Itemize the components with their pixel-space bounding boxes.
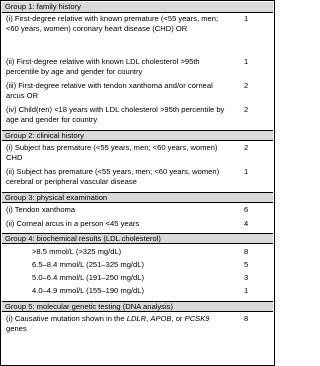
criterion-text: 5.0–6.4 mmol/L (191–250 mg/dL)	[32, 273, 145, 282]
criterion-text: 4.0–4.9 mmol/L (155–190 mg/dL)	[32, 286, 145, 295]
points-value: 2	[244, 81, 249, 90]
points-value: 5	[244, 260, 249, 269]
points-value: 6	[244, 205, 249, 214]
points-value: 1	[244, 57, 249, 66]
criterion-text: (iv) Child(ren) <18 years with LDL cholesterol >95th percentile by age and gender for country	[6, 105, 225, 124]
criterion-text: (i) Causative mutation shown in the LDLR, APOB, or PCSK9 genes	[6, 314, 210, 333]
group-header: Group 3: physical examination	[2, 192, 273, 203]
points-value: 3	[244, 273, 249, 282]
points-value: 1	[244, 14, 249, 23]
points-value: 1	[244, 286, 249, 295]
points-value: 2	[244, 105, 249, 114]
gene-name: APOB	[150, 314, 172, 323]
group-header: Group 1: family history	[2, 2, 273, 13]
criterion-text: (ii) First-degree relative with known LDL cholesterol >95th percentile by age and gender for country	[6, 57, 200, 76]
points-value: 2	[244, 143, 249, 152]
criterion-text: 6.5–8.4 mmol/L (251–325 mg/dL)	[32, 260, 145, 269]
criterion-text: (i) Subject has premature (<55 years, men; <60 years, women) CHD	[6, 143, 218, 162]
gene-name: PCSK9	[184, 314, 210, 323]
points-value: 8	[244, 247, 249, 256]
criterion-text: (ii) Corneal arcus in a person <45 years	[6, 219, 140, 228]
criterion-text: (iii) First-degree relative with tendon xanthoma and/or corneal arcus OR	[6, 81, 213, 100]
points-value: 1	[244, 167, 249, 176]
points-value: 4	[244, 219, 249, 228]
criterion-text: (i) Tendon xanthoma	[6, 205, 76, 214]
points-value: 8	[244, 314, 249, 323]
criterion-text: (ii) Subject has premature (<55 years, men; <60 years, women) cerebral or peripheral vascular disease	[6, 167, 220, 186]
group-header: Group 5: molecular genetic testing (DNA analysis)	[2, 301, 273, 312]
criterion-text: (i) First-degree relative with known premature (<55 years, men; <60 years, women) coronary heart disease (CHD) OR	[6, 14, 219, 33]
group-header: Group 4: biochemical results (LDL cholesterol)	[2, 233, 273, 244]
group-header: Group 2: clinical history	[2, 130, 273, 141]
gene-name: LDLR	[126, 314, 147, 323]
criterion-text: >8.5 mmol/L (>325 mg/dL)	[32, 247, 122, 256]
